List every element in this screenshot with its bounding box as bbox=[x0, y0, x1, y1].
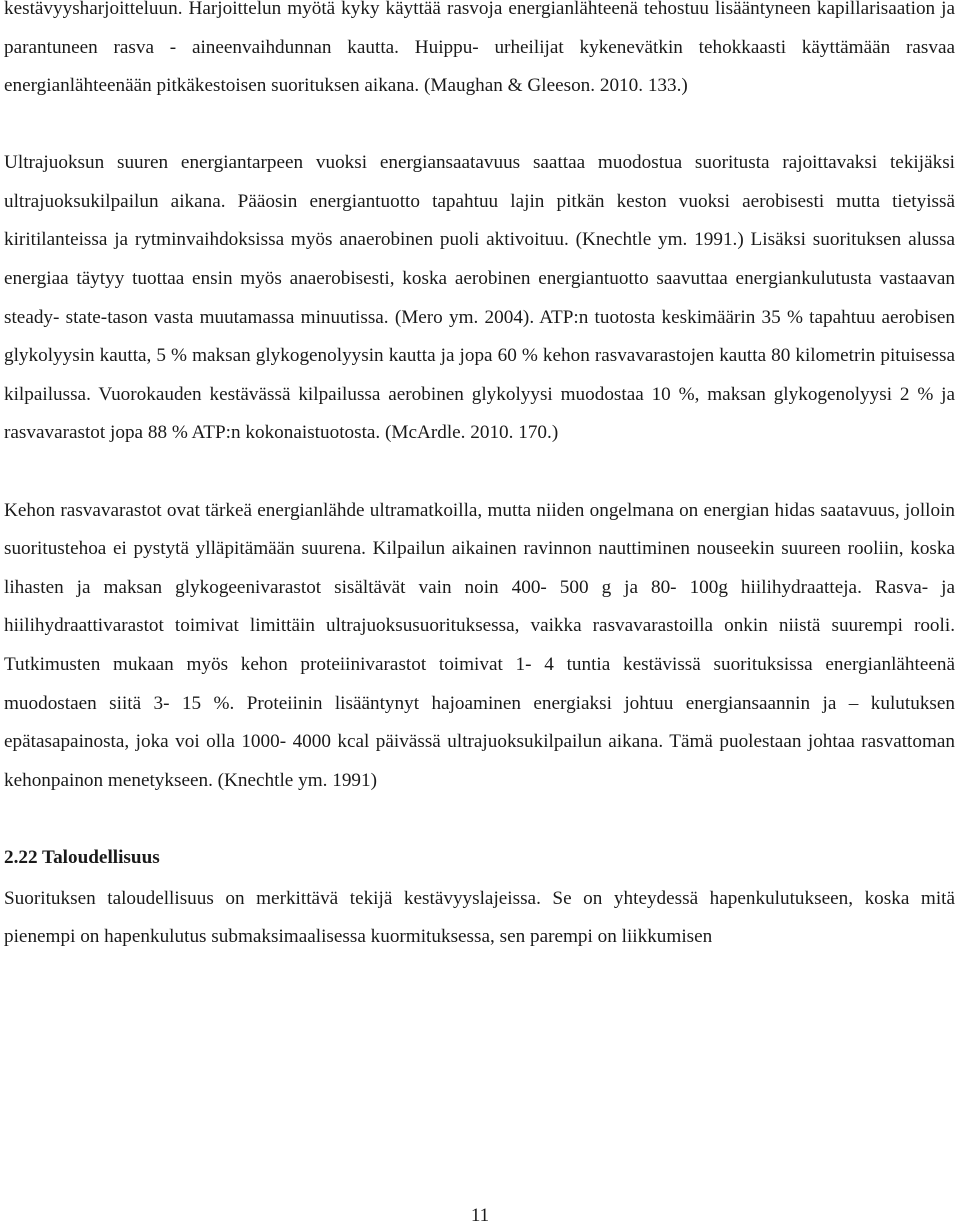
body-paragraph-energy-supply: Ultrajuoksun suuren energiantarpeen vuoksi energiansaatavuus saattaa muodostua suoritusta rajoittavaksi tekijäksi ultrajuoksukilpailun aikana. Pääosin energiantuotto tapahtuu lajin pitkän keston vuoksi aerobisesti mutta tietyissä kiritilanteissa ja rytminvaihdoksissa myös anaerobinen puoli aktivoituu. (Knechtle ym. 1991.) Lisäksi suorituksen alussa energiaa täytyy tuottaa ensin myös anaerobisesti, koska aerobinen energiantuotto saavuttaa energiankulutusta vastaavan steady- state-tason vasta muutamassa minuutissa. (Mero ym. 2004). ATP:n tuotosta keskimäärin 35 % tapahtuu aerobisen glykolyysin kautta, 5 % maksan glykogenolyysin kautta ja jopa 60 % kehon rasvavarastojen kautta 80 kilometrin pituisessa kilpailussa. Vuorokauden kestävässä kilpailussa aerobinen glykolyysi muodostaa 10 %, maksan glykogenolyysi 2 % ja rasvavarastot jopa 88 % ATP:n kokonaistuotosta. (McArdle. 2010. 170.) bbox=[4, 152, 955, 444]
page-number: 11 bbox=[470, 1205, 490, 1226]
document-page bbox=[4, 0, 955, 957]
body-paragraph-economy: Suorituksen taloudellisuus on merkittävä tekijä kestävyyslajeissa. Se on yhteydessä hapenkulutukseen, koska mitä pienempi on hapenkulutus submaksimaalisessa kuormituksessa, sen parempi on liikkumisen bbox=[4, 887, 955, 948]
body-paragraph-fat-metabolism: kestävyysharjoitteluun. Harjoittelun myötä kyky käyttää rasvoja energianlähteenä tehostuu lisääntyneen kapillarisaation ja parantuneen rasva - aineenvaihdunnan kautta. Huippu- urheilijat kykenevätkin tehokkaasti käyttämään rasvaa energianlähteenään pitkäkestoisen suorituksen aikana. (Maughan & Gleeson. 2010. 133.) bbox=[4, 0, 955, 97]
section-heading: 2.22 Taloudellisuus bbox=[4, 847, 160, 869]
body-paragraph-energy-stores: Kehon rasvavarastot ovat tärkeä energianlähde ultramatkoilla, mutta niiden ongelmana on energian hidas saatavuus, jolloin suoritustehoa ei pystytä ylläpitämään suurena. Kilpailun aikainen ravinnon nauttiminen nouseekin suureen rooliin, koska lihasten ja maksan glykogeenivarastot sisältävät vain noin 400- 500 g ja 80- 100g hiilihydraatteja. Rasva- ja hiilihydraattivarastot toimivat limittäin ultrajuoksusuorituksessa, vaikka rasvavarastoilla onkin niistä suurempi rooli. Tutkimusten mukaan myös kehon proteiinivarastot toimivat 1- 4 tuntia kestävissä suorituksissa energianlähteenä muodostaen siitä 3- 15 %. Proteiinin lisääntynyt hajoaminen energiaksi johtuu energiansaannin ja – kulutuksen epätasapainosta, joka voi olla 1000- 4000 kcal päivässä ultrajuoksukilpailun aikana. Tämä puolestaan johtaa rasvattoman kehonpainon menetykseen. (Knechtle ym. 1991) bbox=[4, 499, 955, 791]
